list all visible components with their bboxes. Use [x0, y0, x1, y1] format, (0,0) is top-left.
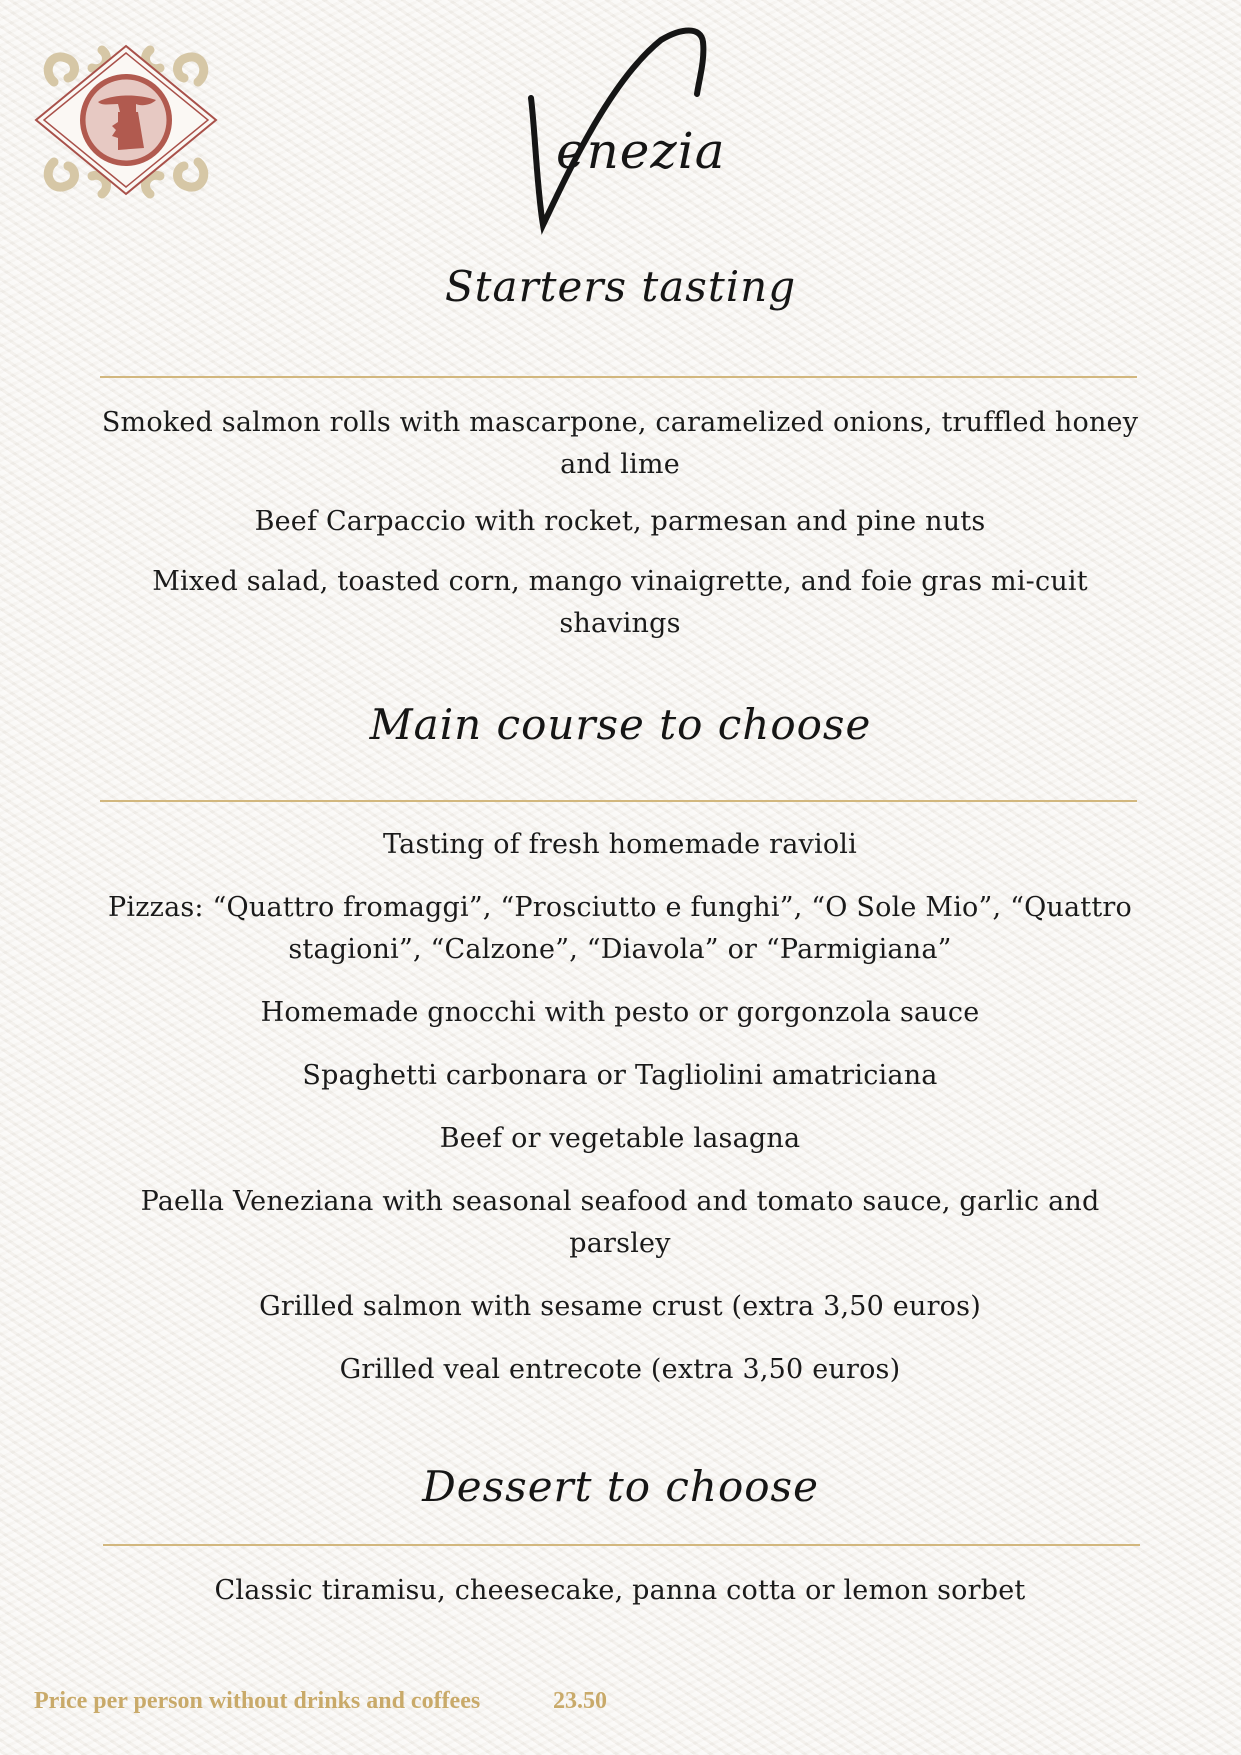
menu-item: Tasting of fresh homemade ravioli	[383, 829, 857, 860]
title-tail: enezia	[556, 122, 726, 180]
menu-item: Spaghetti carbonara or Tagliolini amatriciana	[302, 1060, 938, 1091]
menu-item: Mixed salad, toasted corn, mango vinaigrette, and foie gras mi-cuit shavings	[152, 566, 1088, 639]
section-heading-dessert	[0, 1462, 1241, 1511]
menu-item: Classic tiramisu, cheesecake, panna cotta or lemon sorbet	[214, 1575, 1026, 1606]
menu-item: Beef Carpaccio with rocket, parmesan and pine nuts	[254, 506, 986, 537]
menu-item: Paella Veneziana with seasonal seafood and tomato sauce, garlic and parsley	[140, 1186, 1100, 1259]
section-heading-starters	[0, 262, 1241, 311]
starters-heading-text: Starters tasting	[444, 262, 797, 311]
menu-item: Homemade gnocchi with pesto or gorgonzola sauce	[260, 997, 980, 1028]
menu-item: Beef or vegetable lasagna	[439, 1123, 801, 1154]
section-divider	[100, 800, 1137, 802]
price-label: Price per person without drinks and coffees	[34, 1688, 481, 1714]
menu-item: Grilled salmon with sesame crust (extra 3,50 euros)	[259, 1291, 981, 1322]
menu-item: Pizzas: “Quattro fromaggi”, “Prosciutto e funghi”, “O Sole Mio”, “Quattro stagioni”, “Calzone”, “Diavola” or “Parmigiana”	[108, 892, 1132, 965]
venezia-title-text	[556, 122, 726, 180]
menu-item: Smoked salmon rolls with mascarpone, caramelized onions, truffled honey and lime	[101, 407, 1139, 480]
main-course-heading-text: Main course to choose	[369, 700, 872, 749]
section-heading-main-course	[0, 700, 1241, 749]
price-value: 23.50	[553, 1688, 607, 1714]
menu-item: Grilled veal entrecote (extra 3,50 euros)	[339, 1354, 901, 1385]
section-divider	[103, 1544, 1140, 1546]
dessert-heading-text: Dessert to choose	[422, 1462, 819, 1511]
section-divider	[100, 376, 1137, 378]
